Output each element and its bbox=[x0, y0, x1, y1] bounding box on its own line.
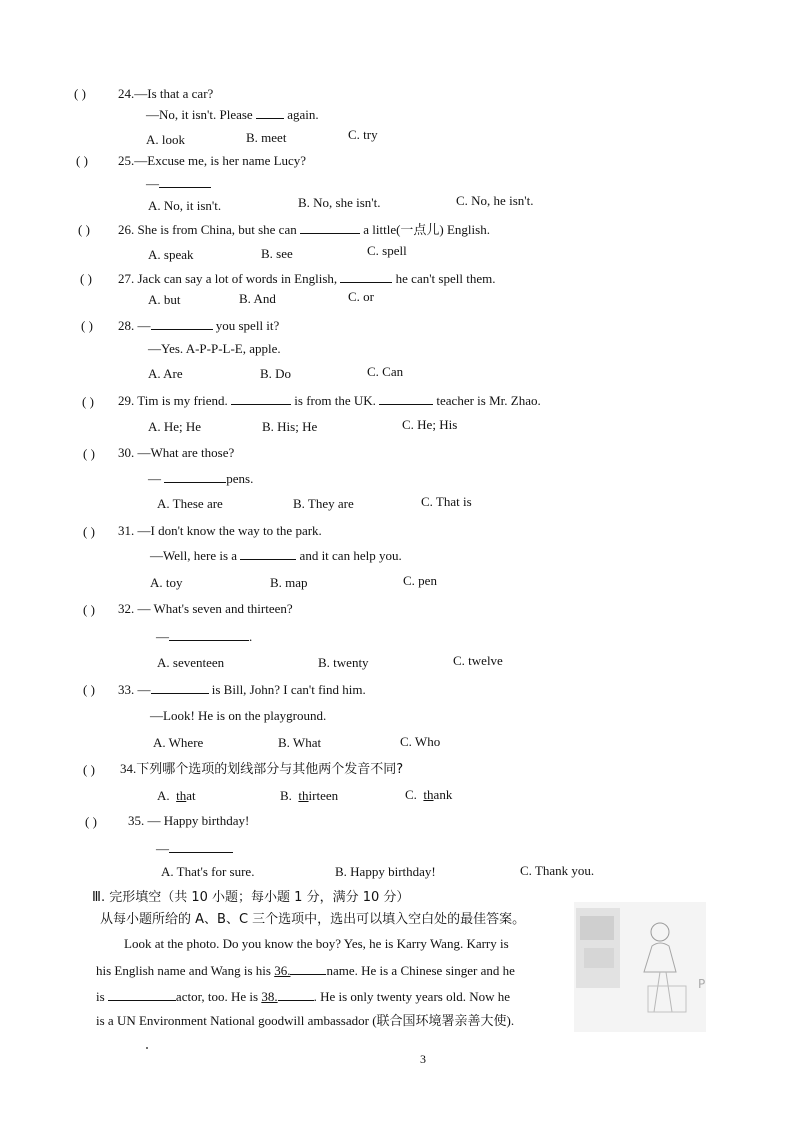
option-b[interactable]: B. map bbox=[270, 575, 308, 590]
question-34: 34.下列哪个选项的划线部分与其他两个发音不同? bbox=[120, 761, 404, 777]
question-33: 33. — is Bill, John? I can't find him. bbox=[118, 682, 366, 697]
answer-blank[interactable] bbox=[231, 392, 291, 405]
blank-number: 36. bbox=[274, 963, 291, 978]
option-c[interactable]: C. No, he isn't. bbox=[456, 193, 534, 208]
answer-blank[interactable] bbox=[151, 681, 209, 694]
option-c[interactable]: C. try bbox=[348, 127, 378, 142]
option-a[interactable]: A. That's for sure. bbox=[161, 864, 255, 879]
option-a[interactable]: A. seventeen bbox=[157, 655, 225, 670]
option-a[interactable]: A. speak bbox=[148, 247, 194, 262]
scan-speck bbox=[146, 1047, 148, 1049]
answer-bracket[interactable]: ( ) bbox=[78, 222, 90, 237]
question-25-response: — bbox=[146, 175, 211, 192]
option-b[interactable]: B. His; He bbox=[262, 419, 318, 434]
question-28: 28. — you spell it? bbox=[118, 318, 280, 333]
answer-bracket[interactable]: ( ) bbox=[76, 153, 88, 168]
option-a[interactable]: A. but bbox=[148, 292, 181, 307]
option-a[interactable]: A. Where bbox=[153, 735, 204, 750]
option-a[interactable]: A. These are bbox=[157, 496, 223, 511]
option-c[interactable]: C. He; His bbox=[402, 417, 458, 432]
question-33-response: —Look! He is on the playground. bbox=[150, 708, 327, 723]
photo-graphic bbox=[574, 902, 706, 1032]
question-25: 25.—Excuse me, is her name Lucy? bbox=[118, 153, 307, 168]
option-b[interactable]: B. Do bbox=[260, 366, 292, 381]
option-a[interactable]: A. Are bbox=[148, 366, 183, 381]
question-32-response: — . bbox=[156, 629, 253, 644]
question-32: 32. — What's seven and thirteen? bbox=[118, 601, 293, 616]
option-c[interactable]: C. spell bbox=[367, 243, 407, 258]
answer-bracket[interactable]: ( ) bbox=[83, 446, 95, 461]
option-c[interactable]: C. Who bbox=[400, 734, 441, 749]
option-b[interactable]: B. What bbox=[278, 735, 322, 750]
answer-blank[interactable] bbox=[108, 988, 176, 1001]
answer-blank[interactable] bbox=[290, 962, 326, 975]
question-24-response: —No, it isn't. Please again. bbox=[146, 107, 319, 122]
underlined-letters: th bbox=[176, 788, 187, 803]
question-26: 26. She is from China, but she can a little(一点儿) English. bbox=[118, 222, 490, 237]
option-b[interactable]: B. They are bbox=[293, 496, 354, 511]
question-35: 35. — Happy birthday! bbox=[128, 813, 250, 828]
answer-bracket[interactable]: ( ) bbox=[83, 602, 95, 617]
option-b[interactable]: B. Happy birthday! bbox=[335, 864, 436, 879]
option-b[interactable]: B. And bbox=[239, 291, 276, 306]
answer-blank[interactable] bbox=[379, 392, 433, 405]
answer-blank[interactable] bbox=[240, 547, 296, 560]
option-b[interactable]: B. No, she isn't. bbox=[298, 195, 381, 210]
option-c[interactable]: C. thank bbox=[405, 787, 453, 802]
answer-bracket[interactable]: ( ) bbox=[74, 86, 86, 101]
question-prompt: —Is that a car? bbox=[134, 86, 214, 101]
answer-blank[interactable] bbox=[300, 221, 360, 234]
option-c[interactable]: C. That is bbox=[421, 494, 472, 509]
question-35-response: — bbox=[156, 840, 233, 857]
answer-bracket[interactable]: ( ) bbox=[83, 682, 95, 697]
passage-line-1: Look at the photo. Do you know the boy? Yes, he is Karry Wang. Karry is bbox=[124, 936, 509, 951]
answer-blank[interactable] bbox=[256, 106, 284, 119]
answer-blank[interactable] bbox=[169, 840, 233, 853]
option-b[interactable]: B. see bbox=[261, 246, 293, 261]
question-27: 27. Jack can say a lot of words in English, he can't spell them. bbox=[118, 271, 496, 286]
answer-blank[interactable] bbox=[164, 470, 226, 483]
page-number: 3 bbox=[420, 1052, 426, 1066]
option-a[interactable]: A. He; He bbox=[148, 419, 202, 434]
option-b[interactable]: B. twenty bbox=[318, 655, 369, 670]
blank-number: 38. bbox=[261, 989, 278, 1004]
singer-photo bbox=[574, 902, 706, 1032]
answer-bracket[interactable]: ( ) bbox=[83, 762, 95, 777]
answer-bracket[interactable]: ( ) bbox=[80, 271, 92, 286]
option-c[interactable]: C. Thank you. bbox=[520, 863, 595, 878]
svg-text:P: P bbox=[698, 977, 706, 991]
option-c[interactable]: C. or bbox=[348, 289, 374, 304]
answer-bracket[interactable]: ( ) bbox=[85, 814, 97, 829]
option-c[interactable]: C. twelve bbox=[453, 653, 503, 668]
answer-bracket[interactable]: ( ) bbox=[82, 394, 94, 409]
question-30-response: — pens. bbox=[148, 471, 254, 486]
passage-line-3: is actor, too. He is 38. . He is only twenty years old. Now he bbox=[96, 989, 510, 1004]
option-c[interactable]: C. Can bbox=[367, 364, 404, 379]
option-c[interactable]: C. pen bbox=[403, 573, 437, 588]
answer-blank[interactable] bbox=[278, 988, 314, 1001]
passage-line-2: his English name and Wang is his 36. name. He is a Chinese singer and he bbox=[96, 963, 515, 978]
answer-blank[interactable] bbox=[169, 628, 249, 641]
option-a[interactable]: A. look bbox=[146, 132, 185, 147]
underlined-letters: th bbox=[423, 787, 434, 802]
section-instruction: 从每小题所给的 A、B、C 三个选项中，选出可以填入空白处的最佳答案。 bbox=[100, 912, 526, 927]
question-29: 29. Tim is my friend. is from the UK. teacher is Mr. Zhao. bbox=[118, 393, 541, 408]
underlined-letters: th bbox=[298, 788, 309, 803]
option-b[interactable]: B. meet bbox=[246, 130, 287, 145]
answer-blank[interactable] bbox=[151, 317, 213, 330]
question-31-response: —Well, here is a and it can help you. bbox=[150, 548, 402, 563]
answer-bracket[interactable]: ( ) bbox=[83, 524, 95, 539]
section-title: Ⅲ. 完形填空（共 10 小题；每小题 1 分，满分 10 分） bbox=[92, 890, 410, 905]
answer-bracket[interactable]: ( ) bbox=[81, 318, 93, 333]
option-a[interactable]: A. that bbox=[157, 788, 196, 803]
question-28-response: —Yes. A-P-P-L-E, apple. bbox=[148, 341, 281, 356]
option-b[interactable]: B. thirteen bbox=[280, 788, 339, 803]
option-a[interactable]: A. toy bbox=[150, 575, 183, 590]
question-30: 30. —What are those? bbox=[118, 445, 235, 460]
question-number: 24. bbox=[118, 86, 135, 101]
answer-blank[interactable] bbox=[340, 270, 392, 283]
question-31: 31. —I don't know the way to the park. bbox=[118, 523, 322, 538]
option-a[interactable]: A. No, it isn't. bbox=[148, 198, 222, 213]
question-24 bbox=[118, 86, 213, 102]
answer-blank[interactable] bbox=[159, 175, 211, 188]
passage-line-4: is a UN Environment National goodwill ambassador (联合国环境署亲善大使). bbox=[96, 1013, 515, 1028]
